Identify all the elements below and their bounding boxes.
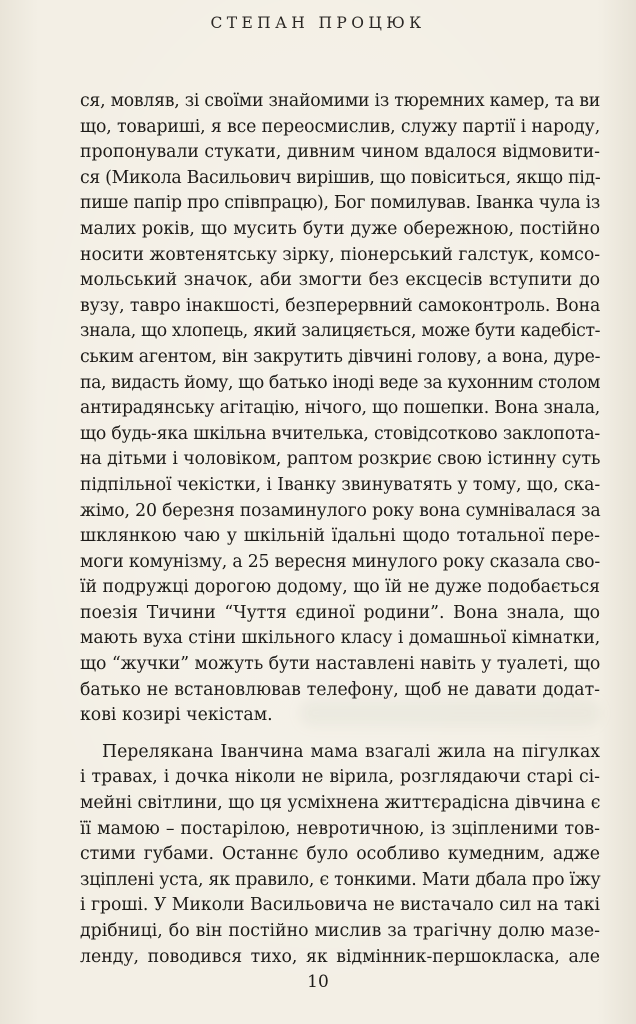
page-number: 10	[307, 972, 329, 992]
text-line: на дітьми і чоловіком, раптом розкриє свою істинну суть	[80, 449, 601, 470]
text-line: їй подружці дорогою додому, що їй не дуже подобається	[80, 577, 600, 598]
text-line: ся, мовляв, зі своїми знайомими із тюремних камер, та ви	[80, 91, 601, 111]
text-line: ленду, поводився тихо, як відмінник-першокласка, але	[80, 946, 600, 967]
text-line: антирадянську агітацію, нічого, що пошепки. Вона знала,	[80, 398, 601, 419]
text-line: її мамою – постарілою, невротичною, із зціпленими тов-	[80, 818, 600, 839]
paragraph-1	[80, 89, 600, 729]
text-line: знала, що хлопець, який залицяється, може бути кадебіст-	[80, 321, 601, 342]
text-line: па, видасть йому, що батько іноді веде за кухонним столом	[80, 372, 600, 393]
paragraph-2	[80, 740, 600, 970]
text-line: зціплені уста, як правило, є тонкими. Мати дбала про їжу	[80, 869, 601, 890]
text-line: що “жучки” можуть бути наставлені навіть у туалеті, що	[80, 654, 601, 675]
text-line: мольський значок, аби змогти без ексцесів вступити до	[80, 270, 600, 291]
running-header: СТЕПАН ПРОЦЮК	[210, 14, 426, 32]
text-line: Перелякана Іванчина мама взагалі жила на пігулках	[102, 741, 600, 762]
text-line: поезія Тичини “Чуття єдиної родини”. Вона знала, що	[80, 602, 600, 623]
paragraph-gap	[80, 729, 600, 740]
text-line: ським агентом, він закрутить дівчині голову, а вона, дуре-	[80, 346, 601, 367]
text-line: підпільної чекістки, і Іванку звинуватять у тому, що, ска-	[80, 474, 601, 495]
text-line: мають вуха стіни шкільного класу і домашньої кімнатки,	[80, 628, 601, 649]
text-line: і гроші. У Миколи Васильовича не вистачало сил на такі	[80, 895, 600, 916]
text-line: і травах, і дочка ніколи не вірила, розглядаючи старі сі-	[80, 767, 600, 788]
text-line: ся (Микола Васильович вирішив, що повіситься, якщо під-	[80, 167, 601, 188]
text-line: дрібниці, бо він постійно мислив за трагічну долю мазе-	[80, 921, 600, 941]
text-line: вузу, тавро інакшості, безперервний самоконтроль. Вона	[80, 295, 601, 316]
text-line: стими губами. Останнє було особливо кумедним, адже	[80, 844, 600, 865]
text-line: кові козирі чекістам.	[80, 705, 273, 726]
text-line: жімо, 20 березня позаминулого року вона сумнівалася за	[80, 500, 601, 521]
text-line: пише папір про співпрацю), Бог помилував. Іванка чула із	[80, 193, 600, 214]
text-line: що будь-яка шкільна вчителька, стовідсотково заклопота-	[80, 423, 600, 444]
body-text	[80, 89, 600, 970]
text-line: шклянкою чаю у шкільній їдальні щодо тотальної пере-	[80, 526, 600, 547]
text-line: батько не встановлював телефону, щоб не давати додат-	[80, 679, 600, 700]
text-line: пропонували стукати, дивним чином вдалося відмовити-	[80, 142, 600, 163]
text-line: моги комунізму, а 25 вересня минулого року сказала сво-	[80, 551, 600, 572]
text-line: малих років, що мусить бути дуже обережною, постійно	[80, 218, 600, 239]
text-line: мейні світлини, що ця усміхнена життєрадісна дівчина є	[80, 793, 601, 814]
text-line: що, товариші, я все переосмислив, служу партії і народу,	[80, 116, 601, 137]
text-line: носити жовтенятську зірку, піонерський галстук, комсо-	[80, 244, 600, 265]
